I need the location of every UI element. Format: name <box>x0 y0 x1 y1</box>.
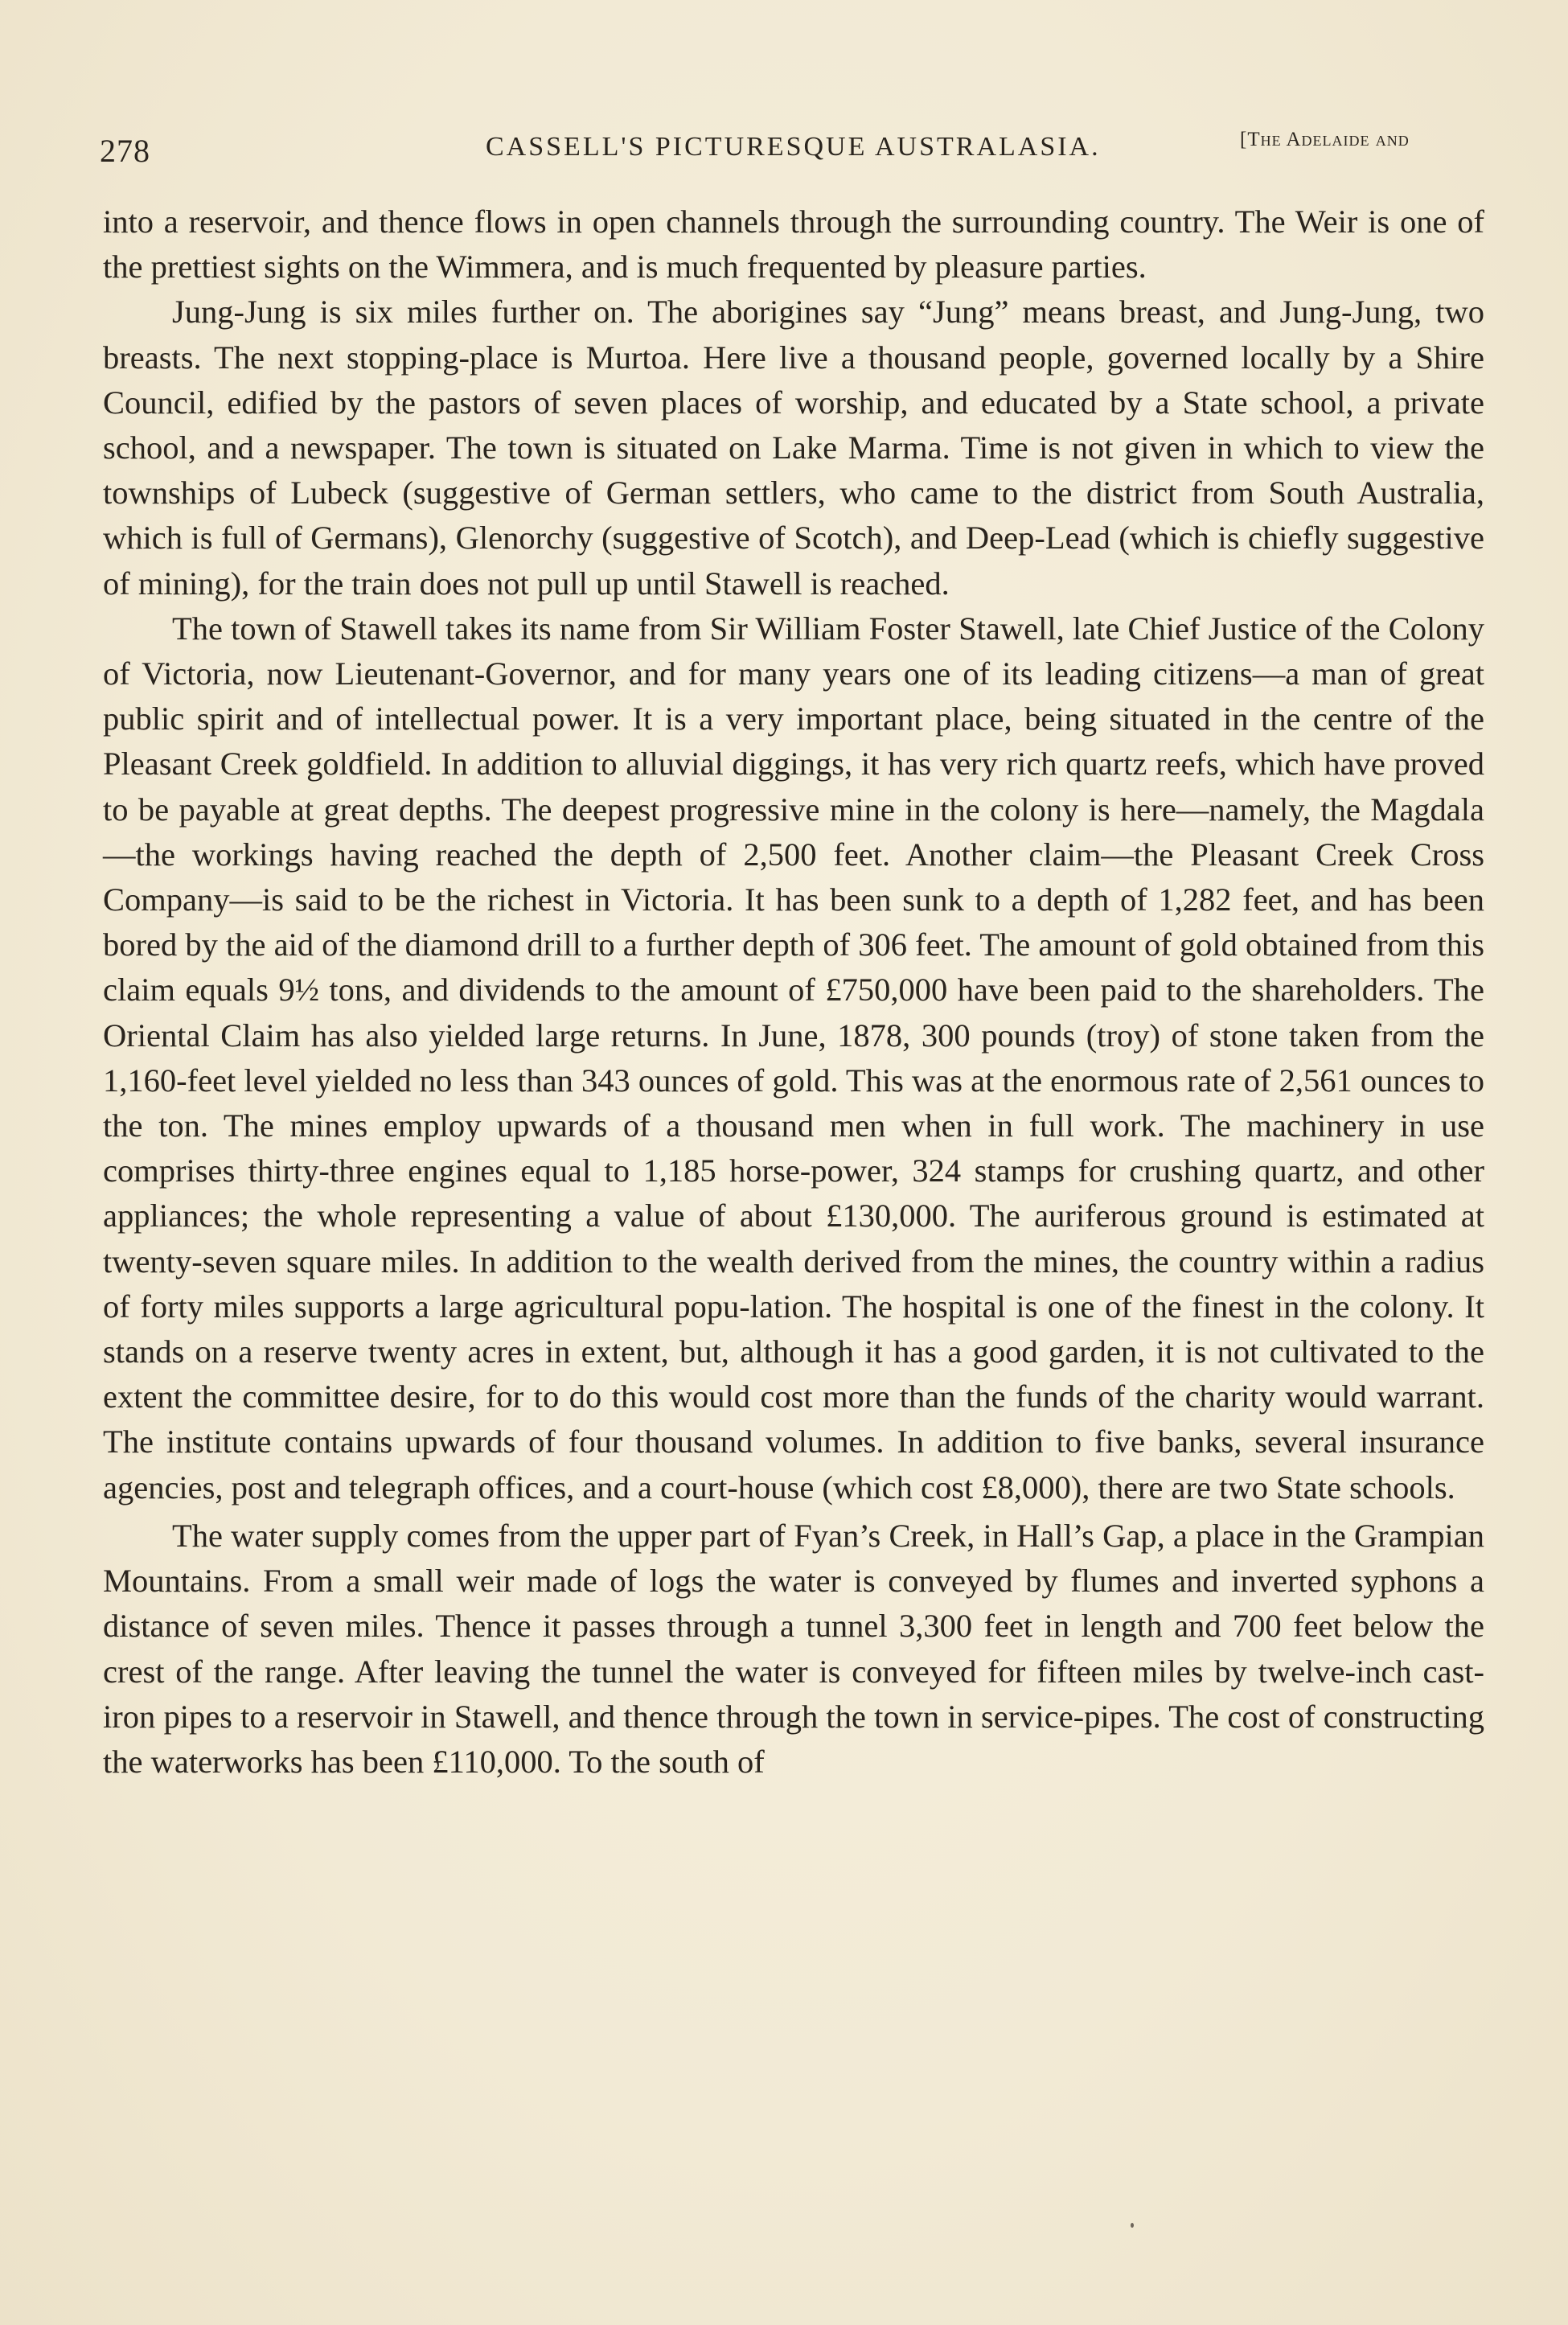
running-section: [The Adelaide and <box>1240 129 1410 150</box>
paragraph-water-supply: The water supply comes from the upper part of Fyan’s Creek, in Hall’s Gap, a place in the Grampian Mountains. From a small weir made of logs the water is conveyed by flumes and inverted syphons a distance of seven miles. Thence it passes through a tunnel 3,300 feet in length and 700 feet below the crest of the range. After leaving the tunnel the water is conveyed for fifteen miles by twelve-inch cast-iron pipes to a reservoir in Stawell, and thence through the town in service-pipes. The cost of constructing the waterworks has been £110,000. To the south of <box>103 1517 1484 1780</box>
paragraph-continuation: into a reservoir, and thence flows in open channels through the surrounding country. The Weir is one of the prettiest sights on the Wimmera, and is much frequented by pleasure parties. <box>103 203 1484 285</box>
paragraph-stawell: The town of Stawell takes its name from Sir William Foster Stawell, late Chief Justice of the Colony of Victoria, now Lieutenant-Governor, and for many years one of its leading citizens—a man of great public spirit and of intellectual power. It is a very important place, being situated in the centre of the Pleasant Creek goldfield. In addition to alluvial diggings, it has very rich quartz reefs, which have proved to be payable at great depths. The deepest progressive mine in the colony is here—namely, the Magdala—the workings having reached the depth of 2,500 feet. Another claim—the Pleasant Creek Cross Company—is said to be the richest in Victoria. It has been sunk to a depth of 1,282 feet, and has been bored by the aid of the diamond drill to a further depth of 306 feet. The amount of gold obtained from this claim equals 9½ tons, and dividends to the amount of £750,000 have been paid to the shareholders. The Oriental Claim has also yielded large returns. In June, 1878, 300 pounds (troy) of stone taken from the 1,160-feet level yielded no less than 343 ounces of gold. This was at the enormous rate of 2,561 ounces to the ton. The mines employ upwards of a thousand men when in full work. The machinery in use comprises thirty-three engines equal to 1,185 horse-power, 324 stamps for crushing quartz, and other appliances; the whole representing a value of about £130,000. The auriferous ground is estimated at twenty-seven square miles. In addition to the wealth derived from the mines, the country within a radius of forty miles supports a large agricultural popu-lation. The hospital is one of the finest in the colony. It stands on a reserve twenty acres in extent, but, although it has a good garden, it is not cultivated to the extent the committee desire, for to do this would cost more than the funds of the charity would warrant. The institute contains upwards of four thousand volumes. In addition to five banks, several insurance agencies, post and telegraph offices, and a court-house (which cost £8,000), there are two State schools. <box>103 610 1484 1505</box>
running-title: CASSELL'S PICTURESQUE AUSTRALASIA. <box>486 132 1101 162</box>
body-text <box>103 199 1484 1785</box>
page-number: 278 <box>100 133 150 169</box>
paper-speck <box>1131 2223 1134 2228</box>
page-header <box>100 121 1459 169</box>
paragraph-jung-jung: Jung-Jung is six miles further on. The aborigines say “Jung” means breast, and Jung-Jung, two breasts. The next stopping-place is Murtoa. Here live a thousand people, governed locally by a Shire Council, edified by the pastors of seven places of worship, and educated by a State school, a private school, and a newspaper. The town is situated on Lake Marma. Time is not given in which to view the townships of Lubeck (suggestive of German settlers, who came to the district from South Australia, which is full of Germans), Glenorchy (suggestive of Scotch), and Deep-Lead (which is chiefly suggestive of mining), for the train does not pull up until Stawell is reached. <box>103 294 1484 602</box>
